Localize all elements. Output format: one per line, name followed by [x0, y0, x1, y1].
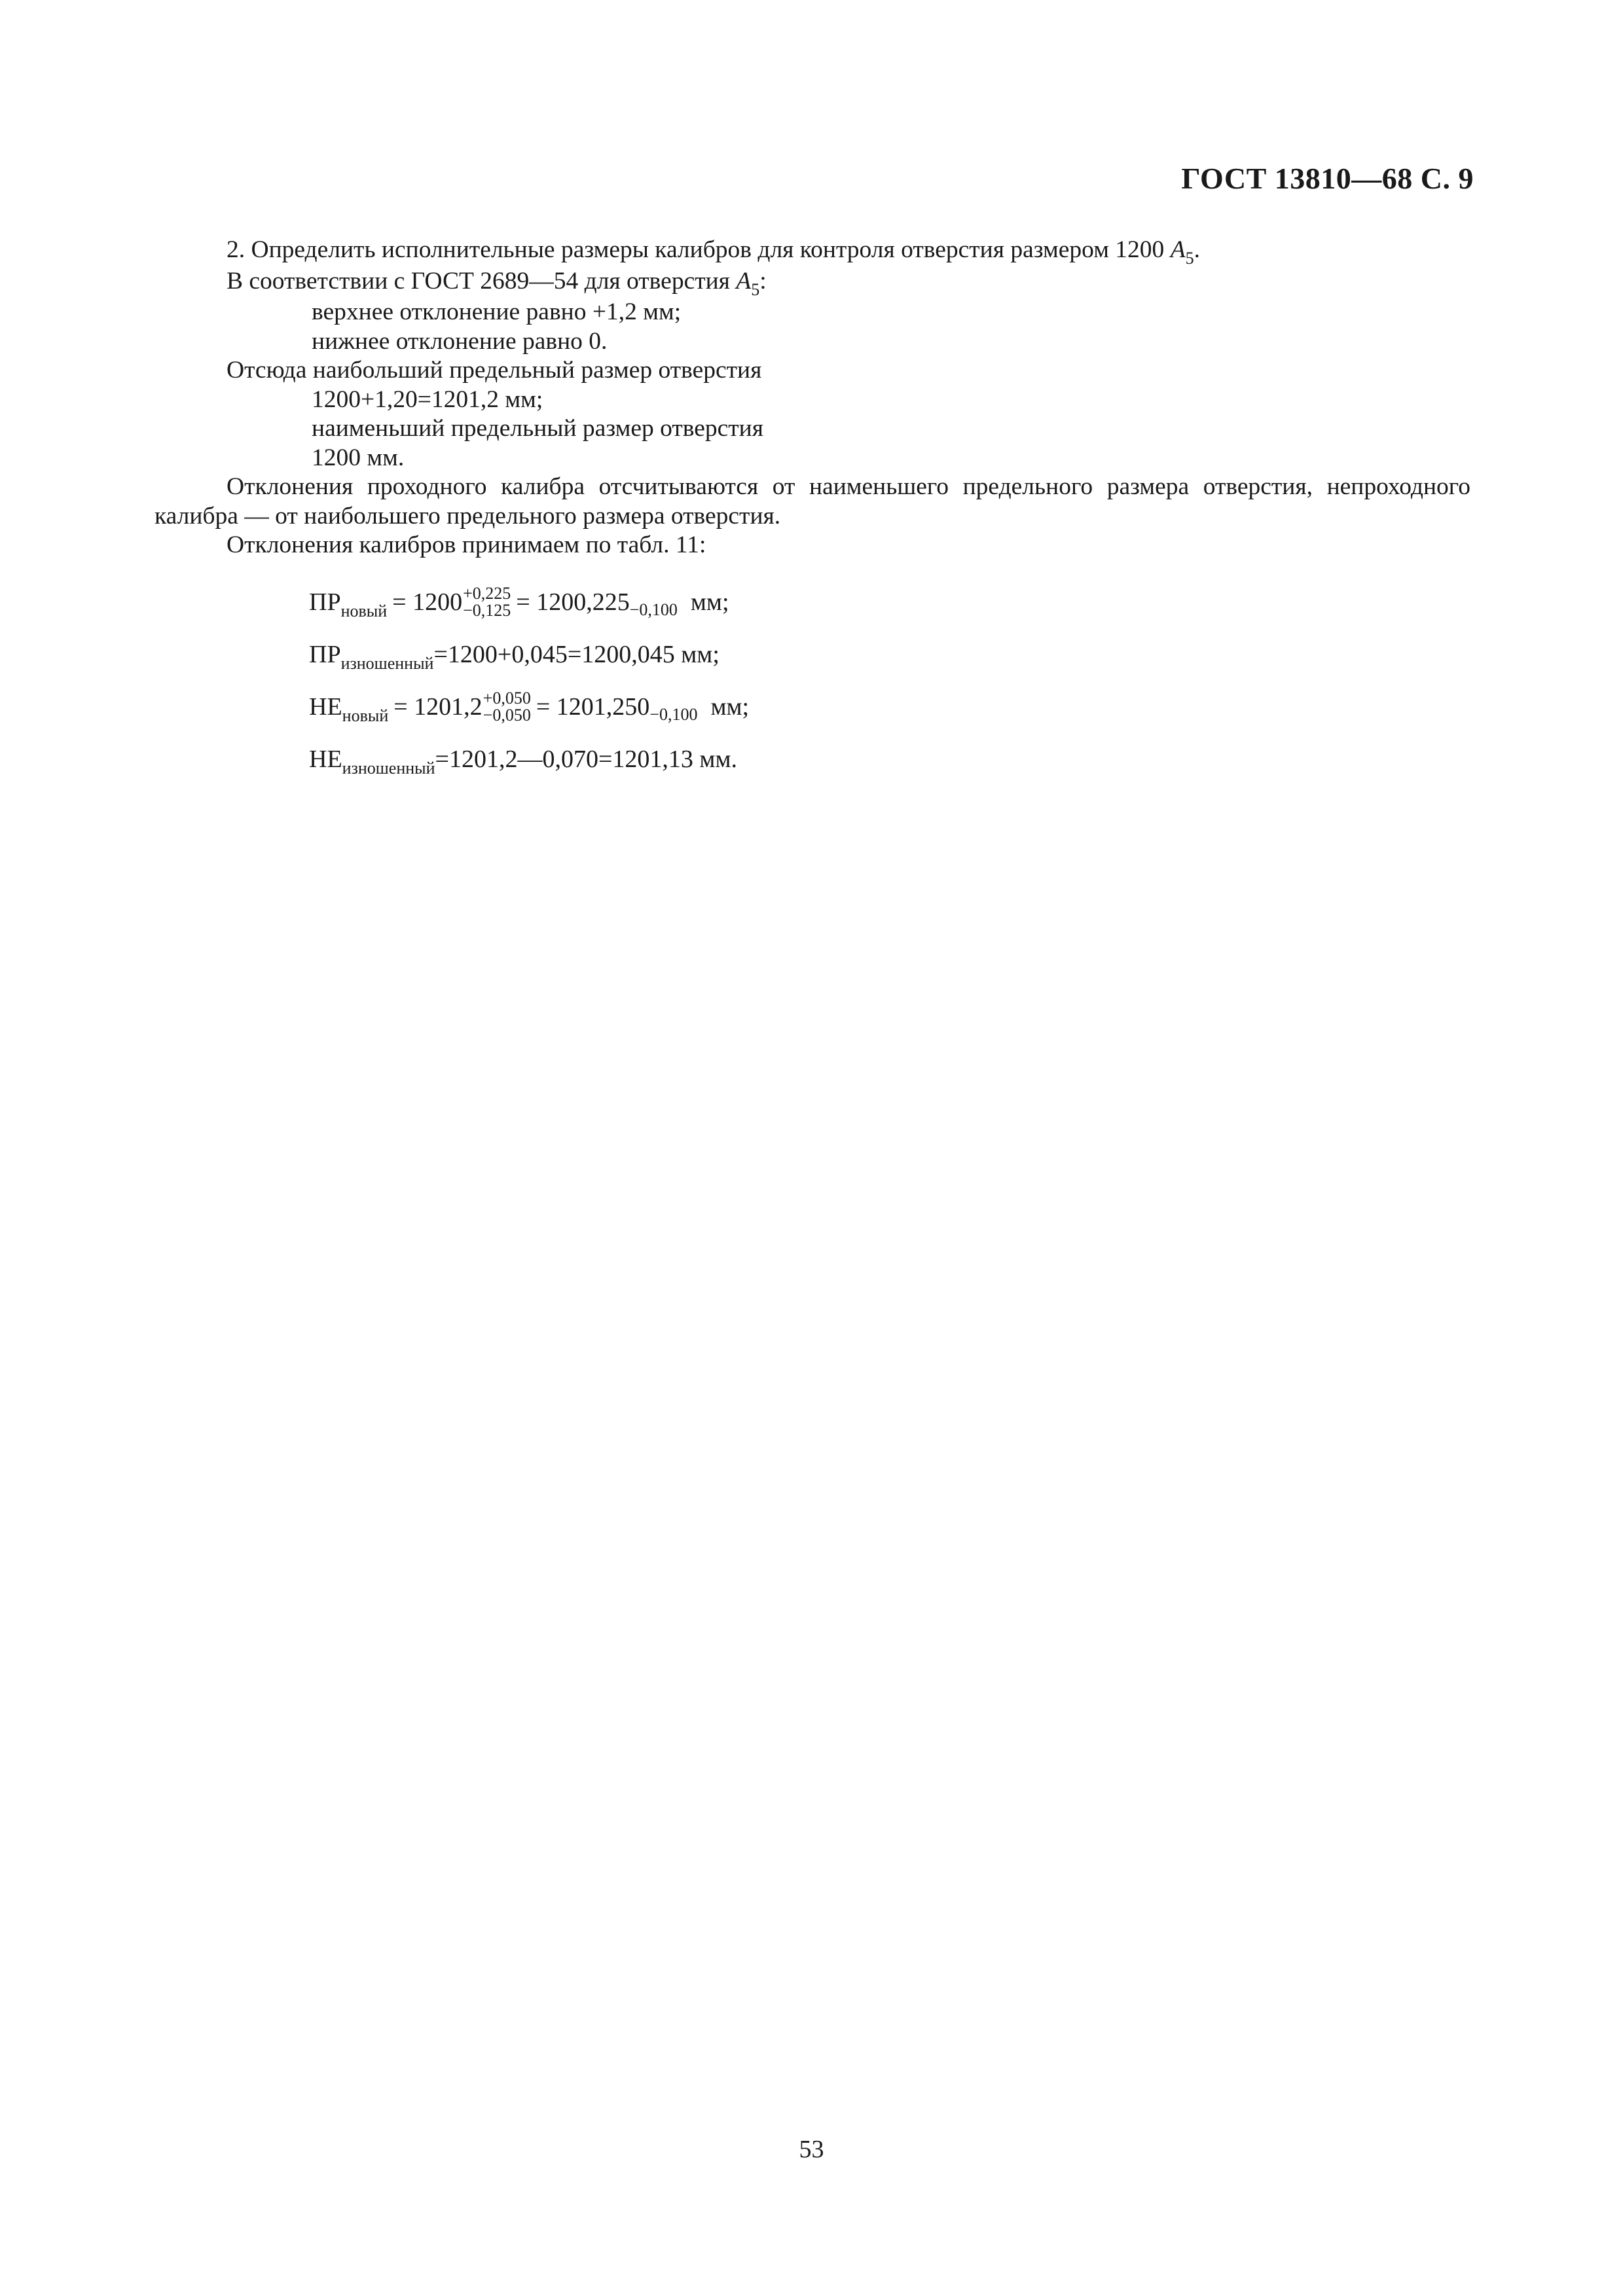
line-2: В соответствии с ГОСТ 2689—54 для отверстия $A_5$: — [227, 267, 767, 299]
line-3: верхнее отклонение равно +1,2 мм; — [312, 298, 682, 325]
line-1: 2. Определить исполнительные размеры калибров для контроля отверстия размером 1200 $A_5$. — [227, 236, 1200, 268]
line-6: 1200+1,20=1201,2 мм; — [312, 386, 543, 413]
body-text — [155, 236, 1470, 560]
line-10: Отклонения калибров принимаем по табл. 11: — [227, 531, 706, 558]
formula-pr-worn: ПР изношенный =1200+0,045=1200,045 мм; — [309, 641, 720, 673]
tolerance-limits: +0,050 −0,050 — [483, 689, 531, 725]
formula-pr-new: ПР новый = 1200 +0,225 −0,125 = 1200,225 −0,100 мм; — [309, 584, 729, 620]
page-header: ГОСТ 13810—68 С. 9 — [1181, 162, 1474, 195]
line-5: Отсюда наибольший предельный размер отверстия — [227, 357, 762, 384]
page-number: 53 — [799, 2136, 824, 2163]
formula-ne-worn: НЕ изношенный =1201,2—0,070=1201,13 мм. — [309, 745, 737, 778]
line-7: наименьший предельный размер отверстия — [312, 415, 763, 442]
line-4: нижнее отклонение равно 0. — [312, 327, 608, 355]
paragraph-9: Отклонения проходного калибра отсчитываются от наименьшего предельного размера отверстия, непроходного калибра — от наибольшего предельного размера отверстия. — [155, 473, 1470, 529]
tolerance-limits: +0,225 −0,125 — [463, 584, 511, 620]
line-8: 1200 мм. — [312, 444, 405, 471]
formula-block — [309, 576, 749, 785]
formula-ne-new: НЕ новый = 1201,2 +0,050 −0,050 = 1201,250 −0,100 мм; — [309, 689, 750, 725]
